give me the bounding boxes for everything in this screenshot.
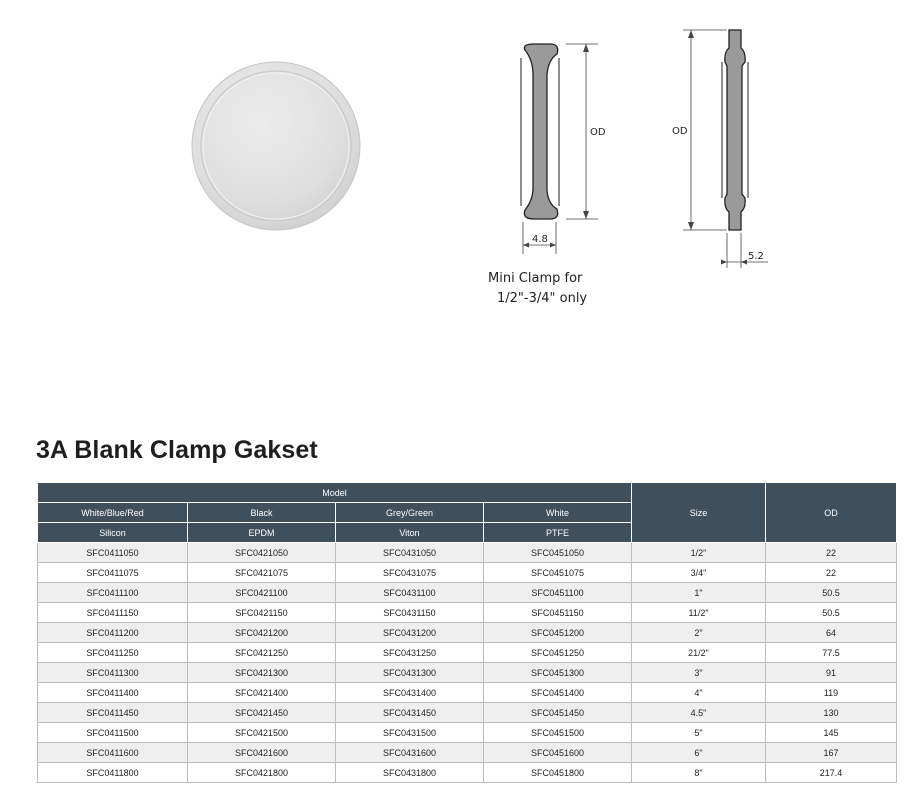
size-cell: 1/2": [632, 543, 766, 563]
material-header-viton: Viton: [336, 523, 484, 543]
table-row: [38, 563, 897, 583]
silicon-code-cell: SFC0411075: [38, 563, 188, 583]
od-cell: 50.5: [766, 583, 897, 603]
ptfe-code-cell: SFC0451400: [484, 683, 632, 703]
epdm-code-cell: SFC0421050: [188, 543, 336, 563]
table-row: [38, 623, 897, 643]
silicon-code-cell: SFC0411400: [38, 683, 188, 703]
viton-code-cell: SFC0431450: [336, 703, 484, 723]
ptfe-code-cell: SFC0451600: [484, 743, 632, 763]
table-row: [38, 723, 897, 743]
ptfe-code-cell: SFC0451075: [484, 563, 632, 583]
silicon-code-cell: SFC0411500: [38, 723, 188, 743]
left-od-label: OD: [590, 127, 606, 138]
size-header: Size: [632, 483, 766, 543]
epdm-code-cell: SFC0421400: [188, 683, 336, 703]
epdm-code-cell: SFC0421450: [188, 703, 336, 723]
table-row: [38, 643, 897, 663]
ptfe-code-cell: SFC0451500: [484, 723, 632, 743]
size-cell: 3": [632, 663, 766, 683]
epdm-code-cell: SFC0421075: [188, 563, 336, 583]
od-cell: 130: [766, 703, 897, 723]
viton-code-cell: SFC0431050: [336, 543, 484, 563]
ptfe-code-cell: SFC0451800: [484, 763, 632, 783]
size-cell: 5": [632, 723, 766, 743]
material-header-silicon: Silicon: [38, 523, 188, 543]
epdm-code-cell: SFC0421500: [188, 723, 336, 743]
viton-code-cell: SFC0431100: [336, 583, 484, 603]
ptfe-code-cell: SFC0451250: [484, 643, 632, 663]
silicon-code-cell: SFC0411200: [38, 623, 188, 643]
size-cell: 4": [632, 683, 766, 703]
silicon-code-cell: SFC0411300: [38, 663, 188, 683]
table-row: [38, 703, 897, 723]
od-cell: 145: [766, 723, 897, 743]
size-cell: 4.5": [632, 703, 766, 723]
caption-line-2: 1/2"-3/4" only: [497, 291, 588, 306]
spec-table: [37, 482, 897, 783]
size-cell: 6": [632, 743, 766, 763]
left-width-label: 4.8: [532, 234, 548, 245]
standard-clamp-profile-shape: [725, 30, 745, 230]
table-row: [38, 583, 897, 603]
epdm-code-cell: SFC0421100: [188, 583, 336, 603]
viton-code-cell: SFC0431500: [336, 723, 484, 743]
table-row: [38, 543, 897, 563]
od-cell: 167: [766, 743, 897, 763]
od-header: OD: [766, 483, 897, 543]
gasket-disc-image: [192, 62, 360, 230]
viton-code-cell: SFC0431200: [336, 623, 484, 643]
silicon-code-cell: SFC0411100: [38, 583, 188, 603]
model-header: Model: [38, 483, 632, 503]
od-cell: 50.5: [766, 603, 897, 623]
table-row: [38, 763, 897, 783]
viton-code-cell: SFC0431150: [336, 603, 484, 623]
epdm-code-cell: SFC0421800: [188, 763, 336, 783]
ptfe-code-cell: SFC0451300: [484, 663, 632, 683]
table-row: [38, 663, 897, 683]
table-row: [38, 603, 897, 623]
size-cell: 3/4": [632, 563, 766, 583]
epdm-code-cell: SFC0421300: [188, 663, 336, 683]
silicon-code-cell: SFC0411600: [38, 743, 188, 763]
epdm-code-cell: SFC0421600: [188, 743, 336, 763]
material-header-ptfe: PTFE: [484, 523, 632, 543]
size-cell: 21/2": [632, 643, 766, 663]
od-cell: 119: [766, 683, 897, 703]
viton-code-cell: SFC0431400: [336, 683, 484, 703]
viton-code-cell: SFC0431250: [336, 643, 484, 663]
spec-table-body: [38, 543, 897, 783]
epdm-code-cell: SFC0421200: [188, 623, 336, 643]
od-cell: 64: [766, 623, 897, 643]
color-header-silicon: White/Blue/Red: [38, 503, 188, 523]
color-header-viton: Grey/Green: [336, 503, 484, 523]
size-cell: 2": [632, 623, 766, 643]
viton-code-cell: SFC0431800: [336, 763, 484, 783]
epdm-code-cell: SFC0421250: [188, 643, 336, 663]
od-cell: 22: [766, 543, 897, 563]
ptfe-code-cell: SFC0451050: [484, 543, 632, 563]
silicon-code-cell: SFC0411450: [38, 703, 188, 723]
gasket-drawings: [0, 0, 916, 330]
ptfe-code-cell: SFC0451450: [484, 703, 632, 723]
epdm-code-cell: SFC0421150: [188, 603, 336, 623]
od-cell: 22: [766, 563, 897, 583]
silicon-code-cell: SFC0411250: [38, 643, 188, 663]
material-header-epdm: EPDM: [188, 523, 336, 543]
right-od-label: OD: [672, 126, 688, 137]
size-cell: 8": [632, 763, 766, 783]
od-cell: 77.5: [766, 643, 897, 663]
size-cell: 1": [632, 583, 766, 603]
od-cell: 217.4: [766, 763, 897, 783]
viton-code-cell: SFC0431600: [336, 743, 484, 763]
table-row: [38, 743, 897, 763]
caption-line-1: Mini Clamp for: [488, 271, 583, 286]
table-row: [38, 683, 897, 703]
silicon-code-cell: SFC0411800: [38, 763, 188, 783]
spec-table-header: [38, 483, 897, 543]
silicon-code-cell: SFC0411150: [38, 603, 188, 623]
section-title: 3A Blank Clamp Gakset: [36, 436, 318, 464]
viton-code-cell: SFC0431075: [336, 563, 484, 583]
mini-clamp-profile-shape: [524, 44, 557, 219]
ptfe-code-cell: SFC0451100: [484, 583, 632, 603]
product-figure-area: [0, 0, 916, 330]
color-header-ptfe: White: [484, 503, 632, 523]
od-cell: 91: [766, 663, 897, 683]
viton-code-cell: SFC0431300: [336, 663, 484, 683]
silicon-code-cell: SFC0411050: [38, 543, 188, 563]
mini-clamp-profile-drawing: [521, 44, 606, 254]
ptfe-code-cell: SFC0451150: [484, 603, 632, 623]
right-width-label: 5.2: [748, 251, 764, 262]
standard-clamp-profile-drawing: [672, 30, 768, 268]
ptfe-code-cell: SFC0451200: [484, 623, 632, 643]
size-cell: 11/2": [632, 603, 766, 623]
color-header-epdm: Black: [188, 503, 336, 523]
